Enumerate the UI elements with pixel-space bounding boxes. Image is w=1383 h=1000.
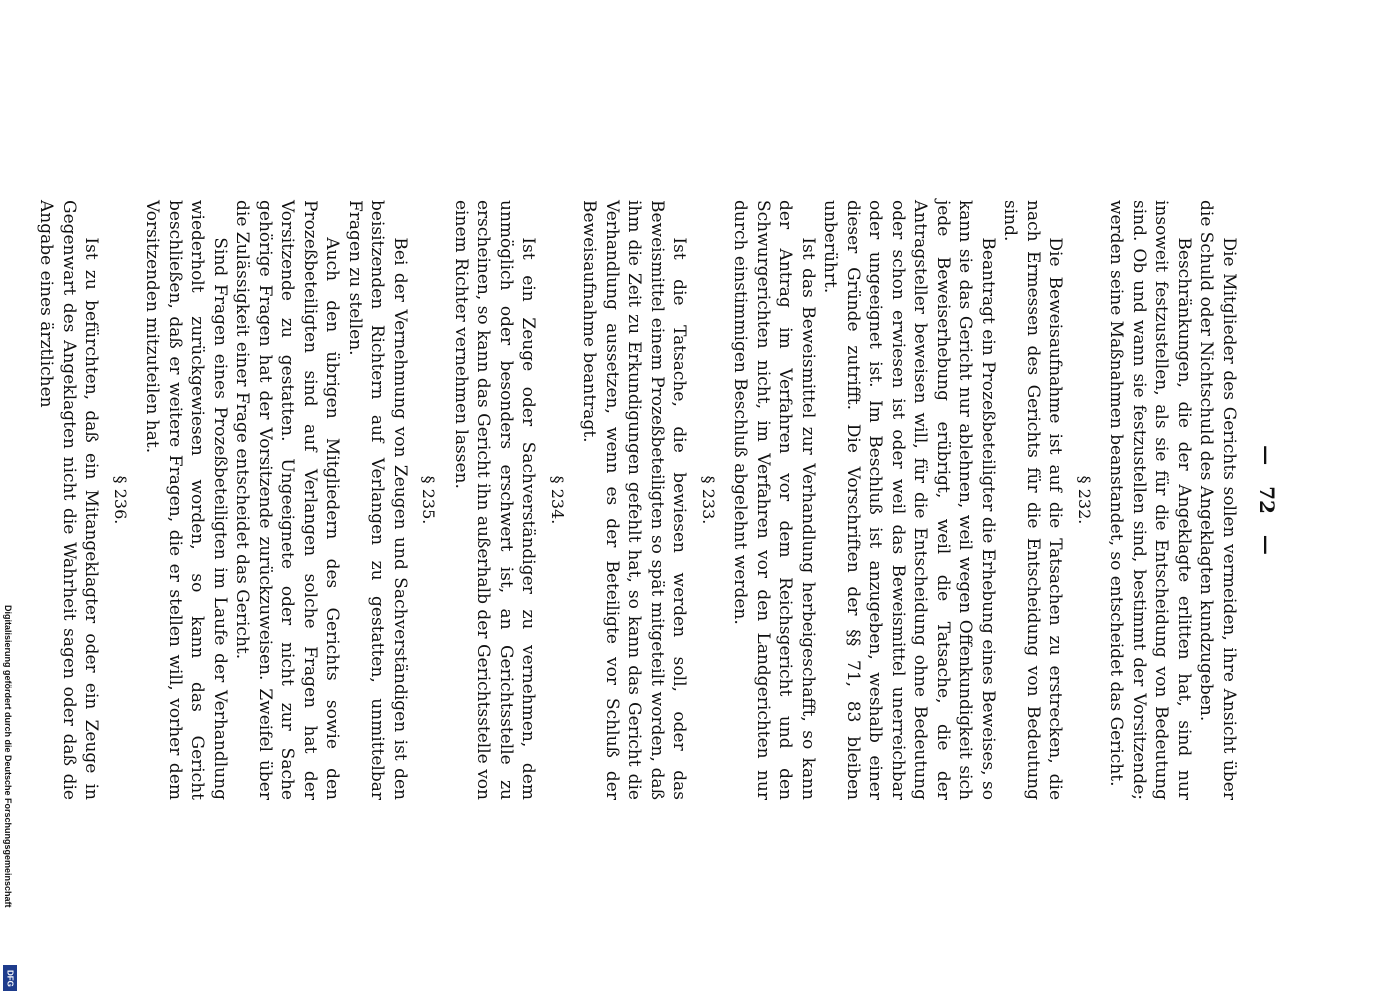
digitization-credit: Digitalisierung gefördert durch die Deutsche Forschungsgemeinschaft <box>3 605 13 908</box>
section-paragraph: Beantragt ein Prozeßbeteiligter die Erhebung eines Beweises, so kann sie das Gericht nur ablehnen, weil wegen Offenkundigkeit sich jede Beweiserhebung erübrigt, weil die Tatsache, die der Antragsteller beweisen will, für die Entscheidung ohne Bedeutung oder schon erwiesen ist oder weil das Beweismittel unerreichbar oder ungeeignet ist. Im Beschluß ist anzugeben, weshalb einer dieser Gründe zutrifft. Die Vorschriften der §§ 71, 83 bleiben unberührt. <box>820 200 998 800</box>
intro-paragraph: Beschränkungen, die der Angeklagte erlitten hat, sind nur insoweit festzustellen, als sie für die Entscheidung von Bedeutung sind. Ob und wann sie festzustellen sind, bestimmt der Vorsitzende; werden seine Maßnahmen beanstandet, so entscheidet das Gericht. <box>1106 200 1194 800</box>
intro-paragraph: Die Mitglieder des Gerichts sollen vermeiden, ihre Ansicht über die Schuld oder Nichtschuld des Angeklagten kundzugeben. <box>1196 200 1239 800</box>
section-paragraph: Ist das Beweismittel zur Verhandlung herbeigeschafft, so kann der Antrag im Verfahren vor dem Reichsgericht und den Schwurgerichten nicht, im Verfahren vor den Landgerichten nur durch einstimmigen Beschluß abgelehnt werden. <box>730 200 818 800</box>
section-paragraph: Ist zu befürchten, daß ein Mitangeklagter oder ein Zeuge in Gegenwart des Angeklagten nicht die Wahrheit sagen oder daß die Angabe eines ärztlichen <box>36 200 102 800</box>
section-paragraph: Die Beweisaufnahme ist auf die Tatsachen zu erstrecken, die nach Ermessen des Gerichts für die Entscheidung von Bedeutung sind. <box>1000 200 1066 800</box>
section-heading: § 235. <box>419 475 439 525</box>
section-paragraph: Ist ein Zeuge oder Sachverständiger zu vernehmen, dem unmöglich oder besonders erschwert ist, an Gerichtsstelle zu erscheinen, so kann das Gericht ihn außerhalb der Gerichtsstelle von einem Richter vernehmen lassen. <box>451 200 539 800</box>
page-number: 72 <box>1255 486 1279 514</box>
section-heading: § 236. <box>111 475 130 525</box>
section-232 <box>729 200 1095 800</box>
section-233 <box>578 200 719 800</box>
section-234 <box>450 200 569 800</box>
section-heading: § 232. <box>1075 475 1094 525</box>
dfg-logo-icon: DFG <box>3 965 17 991</box>
section-heading: § 234. <box>548 475 567 525</box>
section-paragraph: Ist die Tatsache, die bewiesen werden soll, oder das Beweismittel einem Prozeßbeteiligten so spät mitgeteilt worden, daß ihm die Zeit zu Erkundigungen gefehlt hat, so kann das Gericht die Verhandlung aussetzen, wenn es der Beteiligte vor Schluß der Beweisaufnahme beantragt. <box>579 200 690 800</box>
page-number-dash-right: — <box>1255 534 1279 555</box>
page-number-dash-left: — <box>1255 445 1279 466</box>
section-236 <box>35 200 131 800</box>
digitization-sidebar <box>0 0 22 1000</box>
section-heading: § 233. <box>699 475 718 525</box>
section-paragraph: Auch den übrigen Mitgliedern des Gerichts sowie den Prozeßbeteiligten sind auf Verlangen solche Fragen hat der Vorsitzende zu gestatten. Ungeeignete oder nicht zur Sache gehörige Fragen hat der Vorsitzende zurückzuweisen. Zweifel über die Zulässigkeit einer Frage entscheidet das Gericht. <box>232 200 343 800</box>
rotated-page <box>36 200 1279 800</box>
section-paragraph: Bei der Vernehmung von Zeugen und Sachverständigen ist den beisitzenden Richtern auf Verlangen zu gestatten, unmittelbar Fragen zu stellen. <box>345 200 410 800</box>
section-paragraph: Sind Fragen eines Prozeßbeteiligten im Laufe der Verhandlung wiederholt zurückgewiesen worden, so kann das Gericht beschließen, daß er weitere Fragen, die er stellen will, vorher dem Vorsitzenden mitzuteilen hat. <box>142 200 230 800</box>
intro-block <box>1105 200 1240 800</box>
page-number-line <box>1256 200 1279 800</box>
section-235 <box>141 200 440 800</box>
